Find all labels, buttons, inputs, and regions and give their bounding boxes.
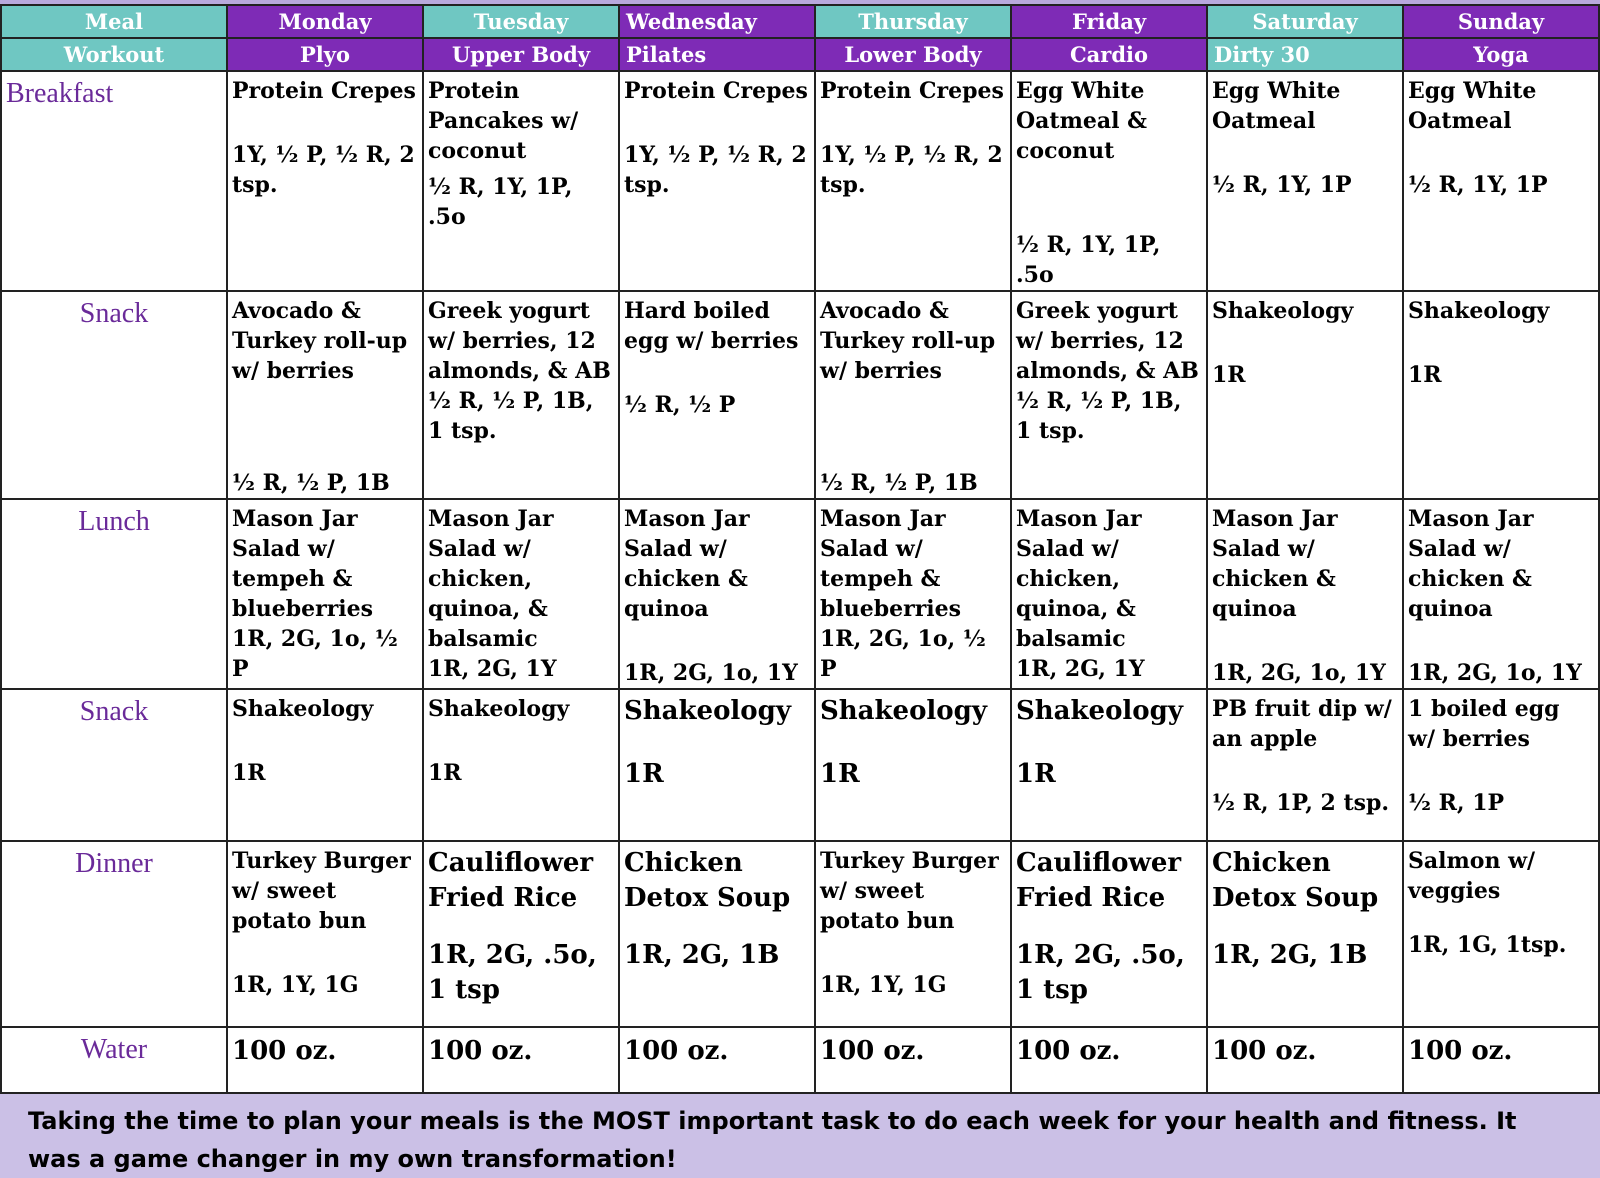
dinner-cell-monday [227,841,423,1027]
workout-header-row [1,38,1599,71]
snack2-cell-monday [227,689,423,841]
food-item: Mason Jar Salad w/ chicken & quinoa [1408,506,1534,622]
water-cell-thursday [815,1027,1011,1093]
portion-counts: 1Y, ½ P, ½ R, 2 tsp. [624,142,807,198]
portion-counts: 1R, 2G, .5o, 1 tsp [428,940,597,1005]
portion-counts: 1R [1212,362,1246,388]
portion-counts: 1R, 2G, 1o, ½ P [232,626,398,682]
portion-counts: 1R [1016,759,1056,789]
food-item: Greek yogurt w/ berries, 12 almonds, & AB [428,298,611,384]
portion-counts: 1R, 2G, 1o, 1Y [1212,660,1386,686]
breakfast-cell-monday [227,71,423,291]
water-amount: 100 oz. [820,1036,925,1066]
food-item: Avocado & Turkey roll-up w/ berries [820,298,996,384]
food-item: Protein Crepes [820,78,1004,104]
meal-label-water: Water [1,1027,227,1093]
water-amount: 100 oz. [1016,1036,1121,1066]
portion-counts: 1R [232,760,266,786]
portion-counts: 1R, 2G, 1o, 1Y [1408,660,1582,686]
breakfast-cell-tuesday [423,71,619,291]
breakfast-cell-sunday [1403,71,1599,291]
workout-sunday: Yoga [1403,38,1599,71]
food-item: Avocado & Turkey roll-up w/ berries [232,298,408,384]
day-tuesday: Tuesday [423,5,619,38]
snack2-cell-saturday [1207,689,1403,841]
food-item: Protein Crepes [624,78,808,104]
portion-counts: ½ R, 1Y, 1P [1212,172,1352,198]
dinner-cell-tuesday [423,841,619,1027]
food-item: Shakeology [1408,298,1550,324]
water-cell-saturday [1207,1027,1403,1093]
lunch-cell-thursday [815,499,1011,689]
portion-counts: ½ R, 1P [1408,790,1505,816]
portion-counts: ½ R, 1Y, 1P, .5o [428,174,573,230]
food-item: Shakeology [232,696,374,722]
food-item: 1 boiled egg w/ berries [1408,696,1560,752]
workout-monday: Plyo [227,38,423,71]
day-saturday: Saturday [1207,5,1403,38]
food-item: Egg White Oatmeal [1212,78,1341,134]
dinner-row [1,841,1599,1027]
dinner-cell-friday [1011,841,1207,1027]
portion-counts: ½ R, 1P, 2 tsp. [1212,790,1390,816]
portion-counts: 1R, 2G, 1o, 1Y [624,660,798,686]
workout-wednesday: Pilates [619,38,815,71]
workout-friday: Cardio [1011,38,1207,71]
portion-counts: ½ R, 1Y, 1P [1408,172,1548,198]
meal-label-snack: Snack [1,689,227,841]
food-item: Salmon w/ veggies [1408,848,1536,904]
food-item: Greek yogurt w/ berries, 12 almonds, & AB [1016,298,1199,384]
day-thursday: Thursday [815,5,1011,38]
workout-header-cell: Workout [1,38,227,71]
portion-counts: 1R, 2G, 1B [624,940,780,970]
snack1-cell-sunday [1403,291,1599,499]
snack1-cell-wednesday [619,291,815,499]
lunch-cell-wednesday [619,499,815,689]
portion-counts: 1R [1408,362,1442,388]
portion-counts: 1R, 1G, 1tsp. [1408,932,1567,958]
lunch-cell-monday [227,499,423,689]
breakfast-cell-saturday [1207,71,1403,291]
food-item: Turkey Burger w/ sweet potato bun [232,848,411,934]
food-item: PB fruit dip w/ an apple [1212,696,1392,752]
portion-counts: 1R, 1Y, 1G [820,972,947,998]
food-item: Shakeology [1016,696,1183,726]
lunch-cell-sunday [1403,499,1599,689]
breakfast-row [1,71,1599,291]
snack1-cell-tuesday [423,291,619,499]
lunch-cell-friday [1011,499,1207,689]
portion-counts: 1Y, ½ P, ½ R, 2 tsp. [820,142,1003,198]
snack2-cell-friday [1011,689,1207,841]
food-item: Mason Jar Salad w/ tempeh & blueberries [232,506,374,622]
dinner-cell-saturday [1207,841,1403,1027]
meal-plan-table [0,4,1600,1094]
portion-counts: 1R [624,759,664,789]
snack1-cell-monday [227,291,423,499]
snack1-cell-thursday [815,291,1011,499]
lunch-cell-saturday [1207,499,1403,689]
meal-label-breakfast: Breakfast [1,71,227,291]
water-amount: 100 oz. [232,1036,337,1066]
food-item: Cauliflower Fried Rice [428,848,594,913]
food-item: Shakeology [1212,298,1354,324]
day-monday: Monday [227,5,423,38]
snack2-cell-wednesday [619,689,815,841]
workout-thursday: Lower Body [815,38,1011,71]
water-row [1,1027,1599,1093]
portion-counts: 1R, 1Y, 1G [232,972,359,998]
day-friday: Friday [1011,5,1207,38]
workout-saturday: Dirty 30 [1207,38,1403,71]
portion-counts: 1R, 2G, 1Y [1016,656,1145,682]
food-item: Protein Crepes [232,78,416,104]
snack1-cell-friday [1011,291,1207,499]
lunch-row [1,499,1599,689]
water-amount: 100 oz. [1212,1036,1317,1066]
water-cell-tuesday [423,1027,619,1093]
food-item: Hard boiled egg w/ berries [624,298,799,354]
water-cell-sunday [1403,1027,1599,1093]
meal-header-cell: Meal [1,5,227,38]
food-item: Turkey Burger w/ sweet potato bun [820,848,999,934]
snack2-cell-thursday [815,689,1011,841]
day-wednesday: Wednesday [619,5,815,38]
portion-counts: ½ R, ½ P, 1B [232,470,390,496]
lunch-cell-tuesday [423,499,619,689]
water-amount: 100 oz. [428,1036,533,1066]
workout-tuesday: Upper Body [423,38,619,71]
portion-counts: 1R, 2G, 1B [1212,940,1368,970]
dinner-cell-thursday [815,841,1011,1027]
portion-counts: 1R, 2G, .5o, 1 tsp [1016,940,1185,1005]
portion-counts: ½ R, 1Y, 1P, .5o [1016,232,1161,288]
meal-label-lunch: Lunch [1,499,227,689]
snack2-cell-sunday [1403,689,1599,841]
food-item: Shakeology [428,696,570,722]
snack1-cell-saturday [1207,291,1403,499]
portion-counts: 1R [428,760,462,786]
water-amount: 100 oz. [1408,1036,1513,1066]
water-cell-wednesday [619,1027,815,1093]
food-item: Mason Jar Salad w/ chicken, quinoa, & balsamic [428,506,554,652]
breakfast-cell-thursday [815,71,1011,291]
food-item: Egg White Oatmeal & coconut [1016,78,1147,164]
meal-label-snack: Snack [1,291,227,499]
snack-row-morning [1,291,1599,499]
dinner-cell-sunday [1403,841,1599,1027]
meal-label-dinner: Dinner [1,841,227,1027]
snack-row-afternoon [1,689,1599,841]
food-item: Mason Jar Salad w/ chicken & quinoa [624,506,750,622]
portion-counts: ½ R, ½ P, 1B [820,470,978,496]
food-item: Mason Jar Salad w/ chicken & quinoa [1212,506,1338,622]
portion-counts: ½ R, ½ P, 1B, 1 tsp. [1016,388,1182,444]
food-item: Egg White Oatmeal [1408,78,1537,134]
water-cell-monday [227,1027,423,1093]
portion-counts: 1R, 2G, 1o, ½ P [820,626,986,682]
food-item: Shakeology [820,696,987,726]
breakfast-cell-friday [1011,71,1207,291]
food-item: Chicken Detox Soup [1212,848,1379,913]
food-item: Shakeology [624,696,791,726]
snack2-cell-tuesday [423,689,619,841]
footer-note: Taking the time to plan your meals is the MOST important task to do each week for your health and fitness. It was a game changer in my own transformation! [28,1107,1517,1173]
food-item: Protein Pancakes w/ coconut [428,78,579,164]
dinner-cell-wednesday [619,841,815,1027]
days-header-row [1,5,1599,38]
food-item: Mason Jar Salad w/ tempeh & blueberries [820,506,962,622]
food-item: Mason Jar Salad w/ chicken, quinoa, & balsamic [1016,506,1142,652]
portion-counts: ½ R, ½ P, 1B, 1 tsp. [428,388,594,444]
portion-counts: 1R [820,759,860,789]
day-sunday: Sunday [1403,5,1599,38]
water-cell-friday [1011,1027,1207,1093]
water-amount: 100 oz. [624,1036,729,1066]
food-item: Cauliflower Fried Rice [1016,848,1182,913]
food-item: Chicken Detox Soup [624,848,791,913]
breakfast-cell-wednesday [619,71,815,291]
portion-counts: 1R, 2G, 1Y [428,656,557,682]
portion-counts: 1Y, ½ P, ½ R, 2 tsp. [232,142,415,198]
portion-counts: ½ R, ½ P [624,392,736,418]
